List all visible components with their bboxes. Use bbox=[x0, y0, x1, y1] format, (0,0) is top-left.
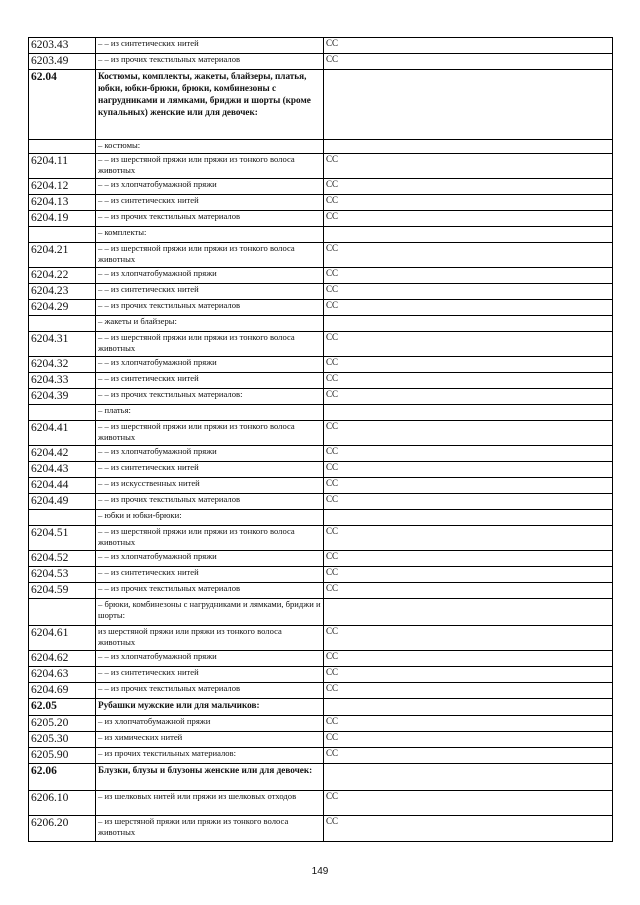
code-cell: 62.04 bbox=[29, 70, 96, 140]
table-row bbox=[29, 526, 613, 551]
code-cell: 6205.90 bbox=[29, 748, 96, 764]
unit-cell: СС bbox=[324, 651, 613, 667]
unit-cell: СС bbox=[324, 526, 613, 551]
unit-cell: СС bbox=[324, 816, 613, 842]
unit-cell: СС bbox=[324, 179, 613, 195]
unit-cell: СС bbox=[324, 243, 613, 268]
unit-cell: СС bbox=[324, 421, 613, 446]
description-cell: – – из шерстяной пряжи или пряжи из тонкого волоса животных bbox=[96, 332, 324, 357]
table-row bbox=[29, 510, 613, 526]
code-cell: 6206.10 bbox=[29, 791, 96, 816]
code-cell bbox=[29, 599, 96, 626]
code-cell: 6204.42 bbox=[29, 446, 96, 462]
table-row bbox=[29, 179, 613, 195]
unit-cell bbox=[324, 140, 613, 154]
table-row bbox=[29, 599, 613, 626]
unit-cell: СС bbox=[324, 567, 613, 583]
table-row bbox=[29, 716, 613, 732]
unit-cell: СС bbox=[324, 551, 613, 567]
description-cell: Костюмы, комплекты, жакеты, блайзеры, платья, юбки, юбки-брюки, брюки, комбинезоны с нагрудниками и лямками, бриджи и шорты (кроме купальных) женские или для девочек: bbox=[96, 70, 324, 140]
unit-cell: СС bbox=[324, 683, 613, 699]
description-cell: – – из хлопчатобумажной пряжи bbox=[96, 268, 324, 284]
unit-cell bbox=[324, 405, 613, 421]
table-row bbox=[29, 70, 613, 140]
description-cell: – – из синтетических нитей bbox=[96, 195, 324, 211]
table-row bbox=[29, 748, 613, 764]
code-cell: 6203.43 bbox=[29, 38, 96, 54]
table-row bbox=[29, 332, 613, 357]
unit-cell bbox=[324, 699, 613, 716]
unit-cell: СС bbox=[324, 300, 613, 316]
description-cell: – – из шерстяной пряжи или пряжи из тонкого волоса животных bbox=[96, 526, 324, 551]
unit-cell bbox=[324, 510, 613, 526]
table-row bbox=[29, 583, 613, 599]
unit-cell: СС bbox=[324, 154, 613, 179]
table-row bbox=[29, 816, 613, 842]
description-cell: – из шелковых нитей или пряжи из шелковых отходов bbox=[96, 791, 324, 816]
table-row bbox=[29, 405, 613, 421]
table-row bbox=[29, 373, 613, 389]
unit-cell bbox=[324, 70, 613, 140]
table-row bbox=[29, 227, 613, 243]
code-cell: 6204.29 bbox=[29, 300, 96, 316]
table-row bbox=[29, 154, 613, 179]
description-cell: – – из шерстяной пряжи или пряжи из тонкого волоса животных bbox=[96, 154, 324, 179]
unit-cell: СС bbox=[324, 716, 613, 732]
unit-cell: СС bbox=[324, 667, 613, 683]
unit-cell bbox=[324, 764, 613, 791]
code-cell: 6204.12 bbox=[29, 179, 96, 195]
unit-cell: СС bbox=[324, 373, 613, 389]
description-cell: – – из прочих текстильных материалов bbox=[96, 54, 324, 70]
page-number: 149 bbox=[311, 866, 329, 877]
table-row bbox=[29, 462, 613, 478]
description-cell: – из хлопчатобумажной пряжи bbox=[96, 716, 324, 732]
description-cell: – костюмы: bbox=[96, 140, 324, 154]
table-row bbox=[29, 446, 613, 462]
code-cell: 6204.69 bbox=[29, 683, 96, 699]
description-cell: – – из искусственных нитей bbox=[96, 478, 324, 494]
code-cell: 6203.49 bbox=[29, 54, 96, 70]
code-cell: 62.06 bbox=[29, 764, 96, 791]
code-cell: 6204.52 bbox=[29, 551, 96, 567]
code-cell: 6204.53 bbox=[29, 567, 96, 583]
description-cell: – – из хлопчатобумажной пряжи bbox=[96, 551, 324, 567]
table-row bbox=[29, 699, 613, 716]
code-cell: 6204.31 bbox=[29, 332, 96, 357]
description-cell: – – из хлопчатобумажной пряжи bbox=[96, 357, 324, 373]
unit-cell: СС bbox=[324, 357, 613, 373]
table-row bbox=[29, 667, 613, 683]
code-cell: 6204.63 bbox=[29, 667, 96, 683]
description-cell: – жакеты и блайзеры: bbox=[96, 316, 324, 332]
table-row bbox=[29, 791, 613, 816]
description-cell: – – из шерстяной пряжи или пряжи из тонкого волоса животных bbox=[96, 243, 324, 268]
description-cell: – – из синтетических нитей bbox=[96, 284, 324, 300]
code-cell: 6204.43 bbox=[29, 462, 96, 478]
unit-cell bbox=[324, 227, 613, 243]
description-cell: – из шерстяной пряжи или пряжи из тонкого волоса животных bbox=[96, 816, 324, 842]
description-cell: – комплекты: bbox=[96, 227, 324, 243]
table-row bbox=[29, 357, 613, 373]
description-cell: – – из прочих текстильных материалов bbox=[96, 211, 324, 227]
description-cell: – – из прочих текстильных материалов bbox=[96, 683, 324, 699]
description-cell: – из прочих текстильных материалов: bbox=[96, 748, 324, 764]
description-cell: – – из прочих текстильных материалов: bbox=[96, 389, 324, 405]
code-cell bbox=[29, 227, 96, 243]
unit-cell: СС bbox=[324, 478, 613, 494]
table-row bbox=[29, 284, 613, 300]
code-cell bbox=[29, 316, 96, 332]
code-cell: 6204.59 bbox=[29, 583, 96, 599]
description-cell: из шерстяной пряжи или пряжи из тонкого волоса животных bbox=[96, 626, 324, 651]
code-cell: 6204.49 bbox=[29, 494, 96, 510]
description-cell: – – из шерстяной пряжи или пряжи из тонкого волоса животных bbox=[96, 421, 324, 446]
unit-cell: СС bbox=[324, 211, 613, 227]
table-row bbox=[29, 243, 613, 268]
table-row bbox=[29, 211, 613, 227]
table-row bbox=[29, 421, 613, 446]
code-cell: 6204.22 bbox=[29, 268, 96, 284]
description-cell: – платья: bbox=[96, 405, 324, 421]
unit-cell: СС bbox=[324, 791, 613, 816]
unit-cell: СС bbox=[324, 748, 613, 764]
description-cell: – – из прочих текстильных материалов bbox=[96, 494, 324, 510]
table-row bbox=[29, 478, 613, 494]
table-row bbox=[29, 38, 613, 54]
code-cell: 6204.33 bbox=[29, 373, 96, 389]
code-cell: 6204.62 bbox=[29, 651, 96, 667]
code-cell: 6204.51 bbox=[29, 526, 96, 551]
table-row bbox=[29, 732, 613, 748]
table-row bbox=[29, 268, 613, 284]
description-cell: – – из синтетических нитей bbox=[96, 462, 324, 478]
table-row bbox=[29, 626, 613, 651]
description-cell: Блузки, блузы и блузоны женские или для девочек: bbox=[96, 764, 324, 791]
unit-cell: СС bbox=[324, 462, 613, 478]
code-cell: 6204.23 bbox=[29, 284, 96, 300]
unit-cell: СС bbox=[324, 583, 613, 599]
description-cell: – – из синтетических нитей bbox=[96, 567, 324, 583]
unit-cell: СС bbox=[324, 38, 613, 54]
description-cell: – юбки и юбки-брюки: bbox=[96, 510, 324, 526]
unit-cell: СС bbox=[324, 446, 613, 462]
tariff-table-body bbox=[29, 38, 613, 842]
description-cell: – из химических нитей bbox=[96, 732, 324, 748]
table-row bbox=[29, 300, 613, 316]
table-row bbox=[29, 567, 613, 583]
description-cell: Рубашки мужские или для мальчиков: bbox=[96, 699, 324, 716]
table-row bbox=[29, 54, 613, 70]
description-cell: – брюки, комбинезоны с нагрудниками и лямками, бриджи и шорты: bbox=[96, 599, 324, 626]
table-row bbox=[29, 764, 613, 791]
unit-cell bbox=[324, 599, 613, 626]
description-cell: – – из прочих текстильных материалов bbox=[96, 300, 324, 316]
unit-cell bbox=[324, 316, 613, 332]
description-cell: – – из хлопчатобумажной пряжи bbox=[96, 179, 324, 195]
code-cell: 6204.39 bbox=[29, 389, 96, 405]
code-cell: 6205.30 bbox=[29, 732, 96, 748]
description-cell: – – из прочих текстильных материалов bbox=[96, 583, 324, 599]
unit-cell: СС bbox=[324, 195, 613, 211]
code-cell: 6204.11 bbox=[29, 154, 96, 179]
unit-cell: СС bbox=[324, 494, 613, 510]
table-row bbox=[29, 494, 613, 510]
code-cell: 6206.20 bbox=[29, 816, 96, 842]
table-row bbox=[29, 195, 613, 211]
table-row bbox=[29, 140, 613, 154]
description-cell: – – из хлопчатобумажной пряжи bbox=[96, 446, 324, 462]
code-cell: 6204.13 bbox=[29, 195, 96, 211]
code-cell: 62.05 bbox=[29, 699, 96, 716]
tariff-table bbox=[28, 37, 613, 842]
description-cell: – – из синтетических нитей bbox=[96, 373, 324, 389]
description-cell: – – из хлопчатобумажной пряжи bbox=[96, 651, 324, 667]
code-cell bbox=[29, 140, 96, 154]
unit-cell: СС bbox=[324, 389, 613, 405]
table-row bbox=[29, 389, 613, 405]
table-row bbox=[29, 683, 613, 699]
code-cell: 6204.19 bbox=[29, 211, 96, 227]
unit-cell: СС bbox=[324, 626, 613, 651]
code-cell: 6204.32 bbox=[29, 357, 96, 373]
code-cell bbox=[29, 405, 96, 421]
description-cell: – – из синтетических нитей bbox=[96, 667, 324, 683]
unit-cell: СС bbox=[324, 332, 613, 357]
code-cell bbox=[29, 510, 96, 526]
unit-cell: СС bbox=[324, 732, 613, 748]
unit-cell: СС bbox=[324, 268, 613, 284]
unit-cell: СС bbox=[324, 284, 613, 300]
code-cell: 6205.20 bbox=[29, 716, 96, 732]
code-cell: 6204.41 bbox=[29, 421, 96, 446]
table-row bbox=[29, 651, 613, 667]
code-cell: 6204.61 bbox=[29, 626, 96, 651]
code-cell: 6204.21 bbox=[29, 243, 96, 268]
code-cell: 6204.44 bbox=[29, 478, 96, 494]
description-cell: – – из синтетических нитей bbox=[96, 38, 324, 54]
unit-cell: СС bbox=[324, 54, 613, 70]
table-row bbox=[29, 316, 613, 332]
table-row bbox=[29, 551, 613, 567]
